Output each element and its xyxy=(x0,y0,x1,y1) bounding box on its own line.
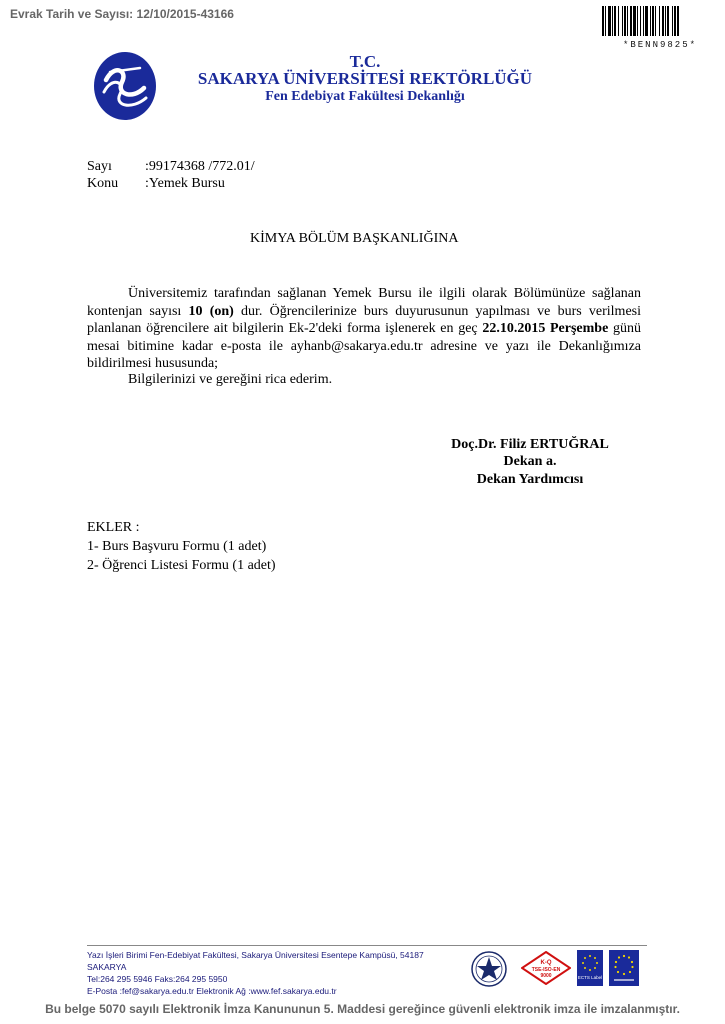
ects-label-logo xyxy=(577,950,603,986)
signatory-name: Doç.Dr. Filiz ERTUĞRAL xyxy=(451,437,609,452)
barcode xyxy=(602,6,718,36)
konu-label: Konu xyxy=(87,176,119,191)
closing-sentence: Bilgilerinizi ve gereğini rica ederim. xyxy=(128,372,333,387)
body-paragraph xyxy=(87,285,641,373)
sayi-value: :99174368 /772.01/ xyxy=(145,159,255,174)
header-faculty: Fen Edebiyat Fakültesi Dekanlığı xyxy=(265,89,465,104)
footer-city: SAKARYA xyxy=(87,962,127,972)
attachment-item: 2- Öğrenci Listesi Formu (1 adet) xyxy=(87,558,276,573)
ects-logo-text: ECTS Label xyxy=(577,975,603,980)
footer-address: Yazı İşleri Birimi Fen-Edebiyat Fakültesi, Sakarya Üniversitesi Esentepe Kampüsü, 54187 xyxy=(87,950,424,960)
header-university: SAKARYA ÜNİVERSİTESİ REKTÖRLÜĞÜ xyxy=(197,69,533,88)
footer-phone: Tel:264 295 5946 Faks:264 295 5950 xyxy=(87,974,228,984)
e-signature-note: Bu belge 5070 sayılı Elektronik İmza Kanununun 5. Maddesi gereğince güvenli elektronik imza ile imzalanmıştır. xyxy=(45,1002,680,1016)
accreditation-star-logo xyxy=(470,950,508,988)
konu-value: :Yemek Bursu xyxy=(145,176,225,191)
body-text-1: Üniversitemiz tarafından sağlanan Yemek Bursu ile ilgili olarak Bölümünüze sağlanan kontenjan sayısı xyxy=(87,286,641,319)
signatory-title: Dekan a. xyxy=(503,454,557,469)
footer-divider xyxy=(87,945,647,946)
tse-logo xyxy=(521,951,571,985)
university-logo xyxy=(92,50,158,122)
sayi-label: Sayı xyxy=(87,159,112,174)
addressee: KİMYA BÖLÜM BAŞKANLIĞINA xyxy=(250,231,459,246)
body-deadline: 22.10.2015 Perşembe xyxy=(482,321,609,336)
tse-logo-line1: K-Q xyxy=(540,960,552,966)
letter-body xyxy=(87,285,641,373)
footer-contact: E-Posta :fef@sakarya.edu.tr Elektronik Ağ :www.fef.sakarya.edu.tr xyxy=(87,986,337,996)
header-tc: T.C. xyxy=(349,52,381,71)
attachment-item: 1- Burs Başvuru Formu (1 adet) xyxy=(87,539,267,554)
tse-logo-line2: TSE-ISO-EN xyxy=(531,967,561,973)
body-quota: 10 (on) xyxy=(188,303,234,319)
document-date-number: Evrak Tarih ve Sayısı: 12/10/2015-43166 xyxy=(10,7,234,21)
body-text-3: günü mesai bitimine kadar e-posta ile ayhanb@sakarya.edu.tr adresine ve yazı ile Dekanlığımıza bildirilmesi hususunda; xyxy=(87,321,641,371)
barcode-text: *BENN9825* xyxy=(622,40,697,50)
attachments-title: EKLER : xyxy=(87,520,140,535)
eu-flag-logo xyxy=(609,950,639,986)
body-text-2: dur. Öğrencilerinize burs duyurusunun yapılması ve burs verilmesi planlanan öğrencilere ait bilgilerin Ek-2'deki forma işlenerek en geç xyxy=(87,303,641,336)
signatory-role: Dekan Yardımcısı xyxy=(476,472,584,487)
tse-logo-line3: 9000 xyxy=(540,973,552,979)
